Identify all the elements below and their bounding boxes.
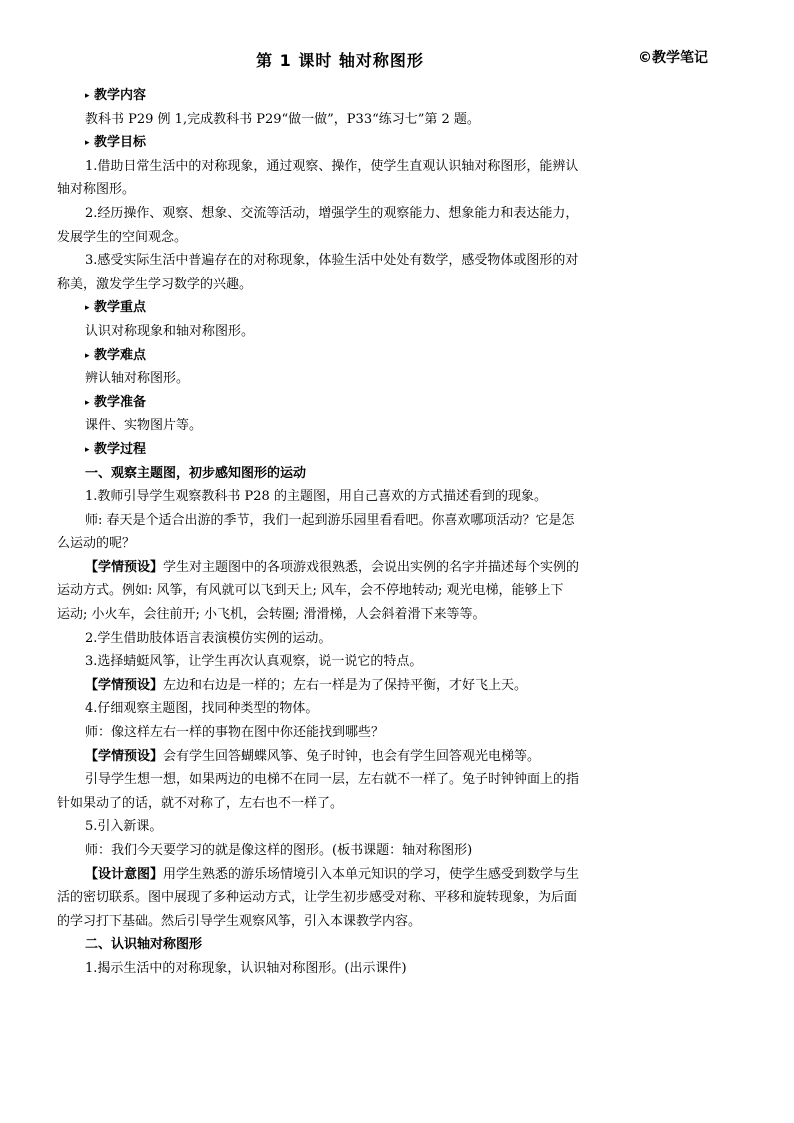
document-body: [57, 84, 615, 981]
subsection-heading: 一、观察主题图，初步感知图形的运动: [85, 465, 307, 481]
paragraph-line: 针如果动了的话，就不对称了，左右也不一样了。: [57, 795, 344, 811]
section-heading: ▸ 教学目标: [85, 131, 615, 155]
paragraph-line: 2.经历操作、观察、想象、交流等活动，增强学生的观察能力、想象能力和表达能力，: [85, 205, 579, 221]
paragraph-line: 1.借助日常生活中的对称现象，通过观察、操作，使学生直观认识轴对称图形，能辨认: [85, 158, 579, 174]
tag-label: 【学情预设】: [85, 748, 164, 764]
paragraph-line: 辨认轴对称图形。: [85, 371, 190, 387]
section-heading: ▸ 教学难点: [85, 344, 615, 368]
paragraph-line: 教科书 P29 例 1,完成教科书 P29“做一做”，P33“练习七”第 2 题。: [85, 111, 480, 127]
paragraph-line: 2.学生借助肢体语言表演模仿实例的运动。: [85, 630, 332, 646]
bullet-arrow-icon: ▸: [85, 397, 90, 408]
paragraph-line: 师：像这样左右一样的事物在图中你还能找到哪些？: [85, 725, 385, 741]
bullet-arrow-icon: ▸: [85, 444, 90, 455]
paragraph-line: 【设计意图】用学生熟悉的游乐场情境引入本单元知识的学习，使学生感受到数学与生: [85, 866, 580, 882]
paragraph-line: 1.揭示生活中的对称现象，认识轴对称图形。(出示课件): [85, 960, 407, 976]
paragraph-line: 3.感受实际生活中普遍存在的对称现象，体验生活中处处有数学，感受物体或图形的对: [85, 253, 579, 269]
subsection-heading: 二、认识轴对称图形: [85, 937, 203, 953]
paragraph-line: 4.仔细观察主题图，找同种类型的物体。: [85, 701, 319, 717]
paragraph-line: 运动方式。例如: 风筝，有风就可以飞到天上; 风车，会不停地转动; 观光电梯，能够上下: [57, 583, 564, 599]
paragraph-line: 【学情预设】会有学生回答蝴蝶风筝、兔子时钟，也会有学生回答观光电梯等。: [85, 748, 541, 764]
section-heading: ▸ 教学内容: [85, 84, 615, 108]
paragraph-line: 【学情预设】左边和右边是一样的；左右一样是为了保持平衡，才好飞上天。: [85, 677, 528, 693]
source-badge: ©教学笔记: [638, 50, 708, 66]
paragraph-line: 【学情预设】学生对主题图中的各项游戏很熟悉，会说出实例的名字并描述每个实例的: [85, 559, 580, 575]
paragraph-line: 师：我们今天要学习的就是像这样的图形。(板书课题：轴对称图形): [85, 843, 473, 858]
tag-label: 【设计意图】: [85, 866, 164, 882]
paragraph-line: 5.引入新课。: [85, 819, 163, 835]
paragraph-line: 1.教师引导学生观察教科书 P28 的主题图，用自己喜欢的方式描述看到的现象。: [85, 489, 547, 505]
tag-label: 【学情预设】: [85, 677, 164, 693]
bullet-arrow-icon: ▸: [85, 91, 90, 101]
paragraph-line: 3.选择蜻蜓风筝，让学生再次认真观察，说一说它的特点。: [85, 654, 423, 670]
bullet-arrow-icon: ▸: [85, 138, 90, 149]
paragraph-line: 么运动的呢？: [57, 536, 136, 552]
page-title: 第 1 课时 轴对称图形: [256, 51, 424, 70]
bullet-arrow-icon: ▸: [85, 350, 90, 361]
paragraph-line: 称美，激发学生学习数学的兴趣。: [57, 276, 253, 292]
paragraph-line: 轴对称图形。: [57, 182, 136, 198]
paragraph-line: 认识对称现象和轴对称图形。: [85, 323, 255, 339]
paragraph-line: 引导学生想一想，如果两边的电梯不在同一层，左右就不一样了。兔子时钟钟面上的指: [85, 772, 580, 788]
paragraph-line: 课件、实物图片等。: [85, 418, 203, 434]
section-heading: ▸ 教学准备: [85, 391, 615, 415]
bullet-arrow-icon: ▸: [85, 303, 90, 314]
paragraph-line: 的学习打下基础。然后引导学生观察风筝，引入本课教学内容。: [57, 913, 422, 929]
section-heading: ▸ 教学过程: [85, 438, 615, 462]
paragraph-line: 发展学生的空间观念。: [57, 229, 188, 245]
paragraph-line: 师: 春天是个适合出游的季节，我们一起到游乐园里看看吧。你喜欢哪项活动？它是怎: [85, 512, 575, 528]
paragraph-line: 活的密切联系。图中展现了多种运动方式，让学生初步感受对称、平移和旋转现象，为后面: [57, 890, 578, 906]
section-heading: ▸ 教学重点: [85, 296, 615, 320]
paragraph-line: 运动; 小火车，会往前开; 小飞机，会转圈; 滑滑梯，人会斜着滑下来等等。: [57, 607, 486, 623]
tag-label: 【学情预设】: [85, 559, 164, 575]
